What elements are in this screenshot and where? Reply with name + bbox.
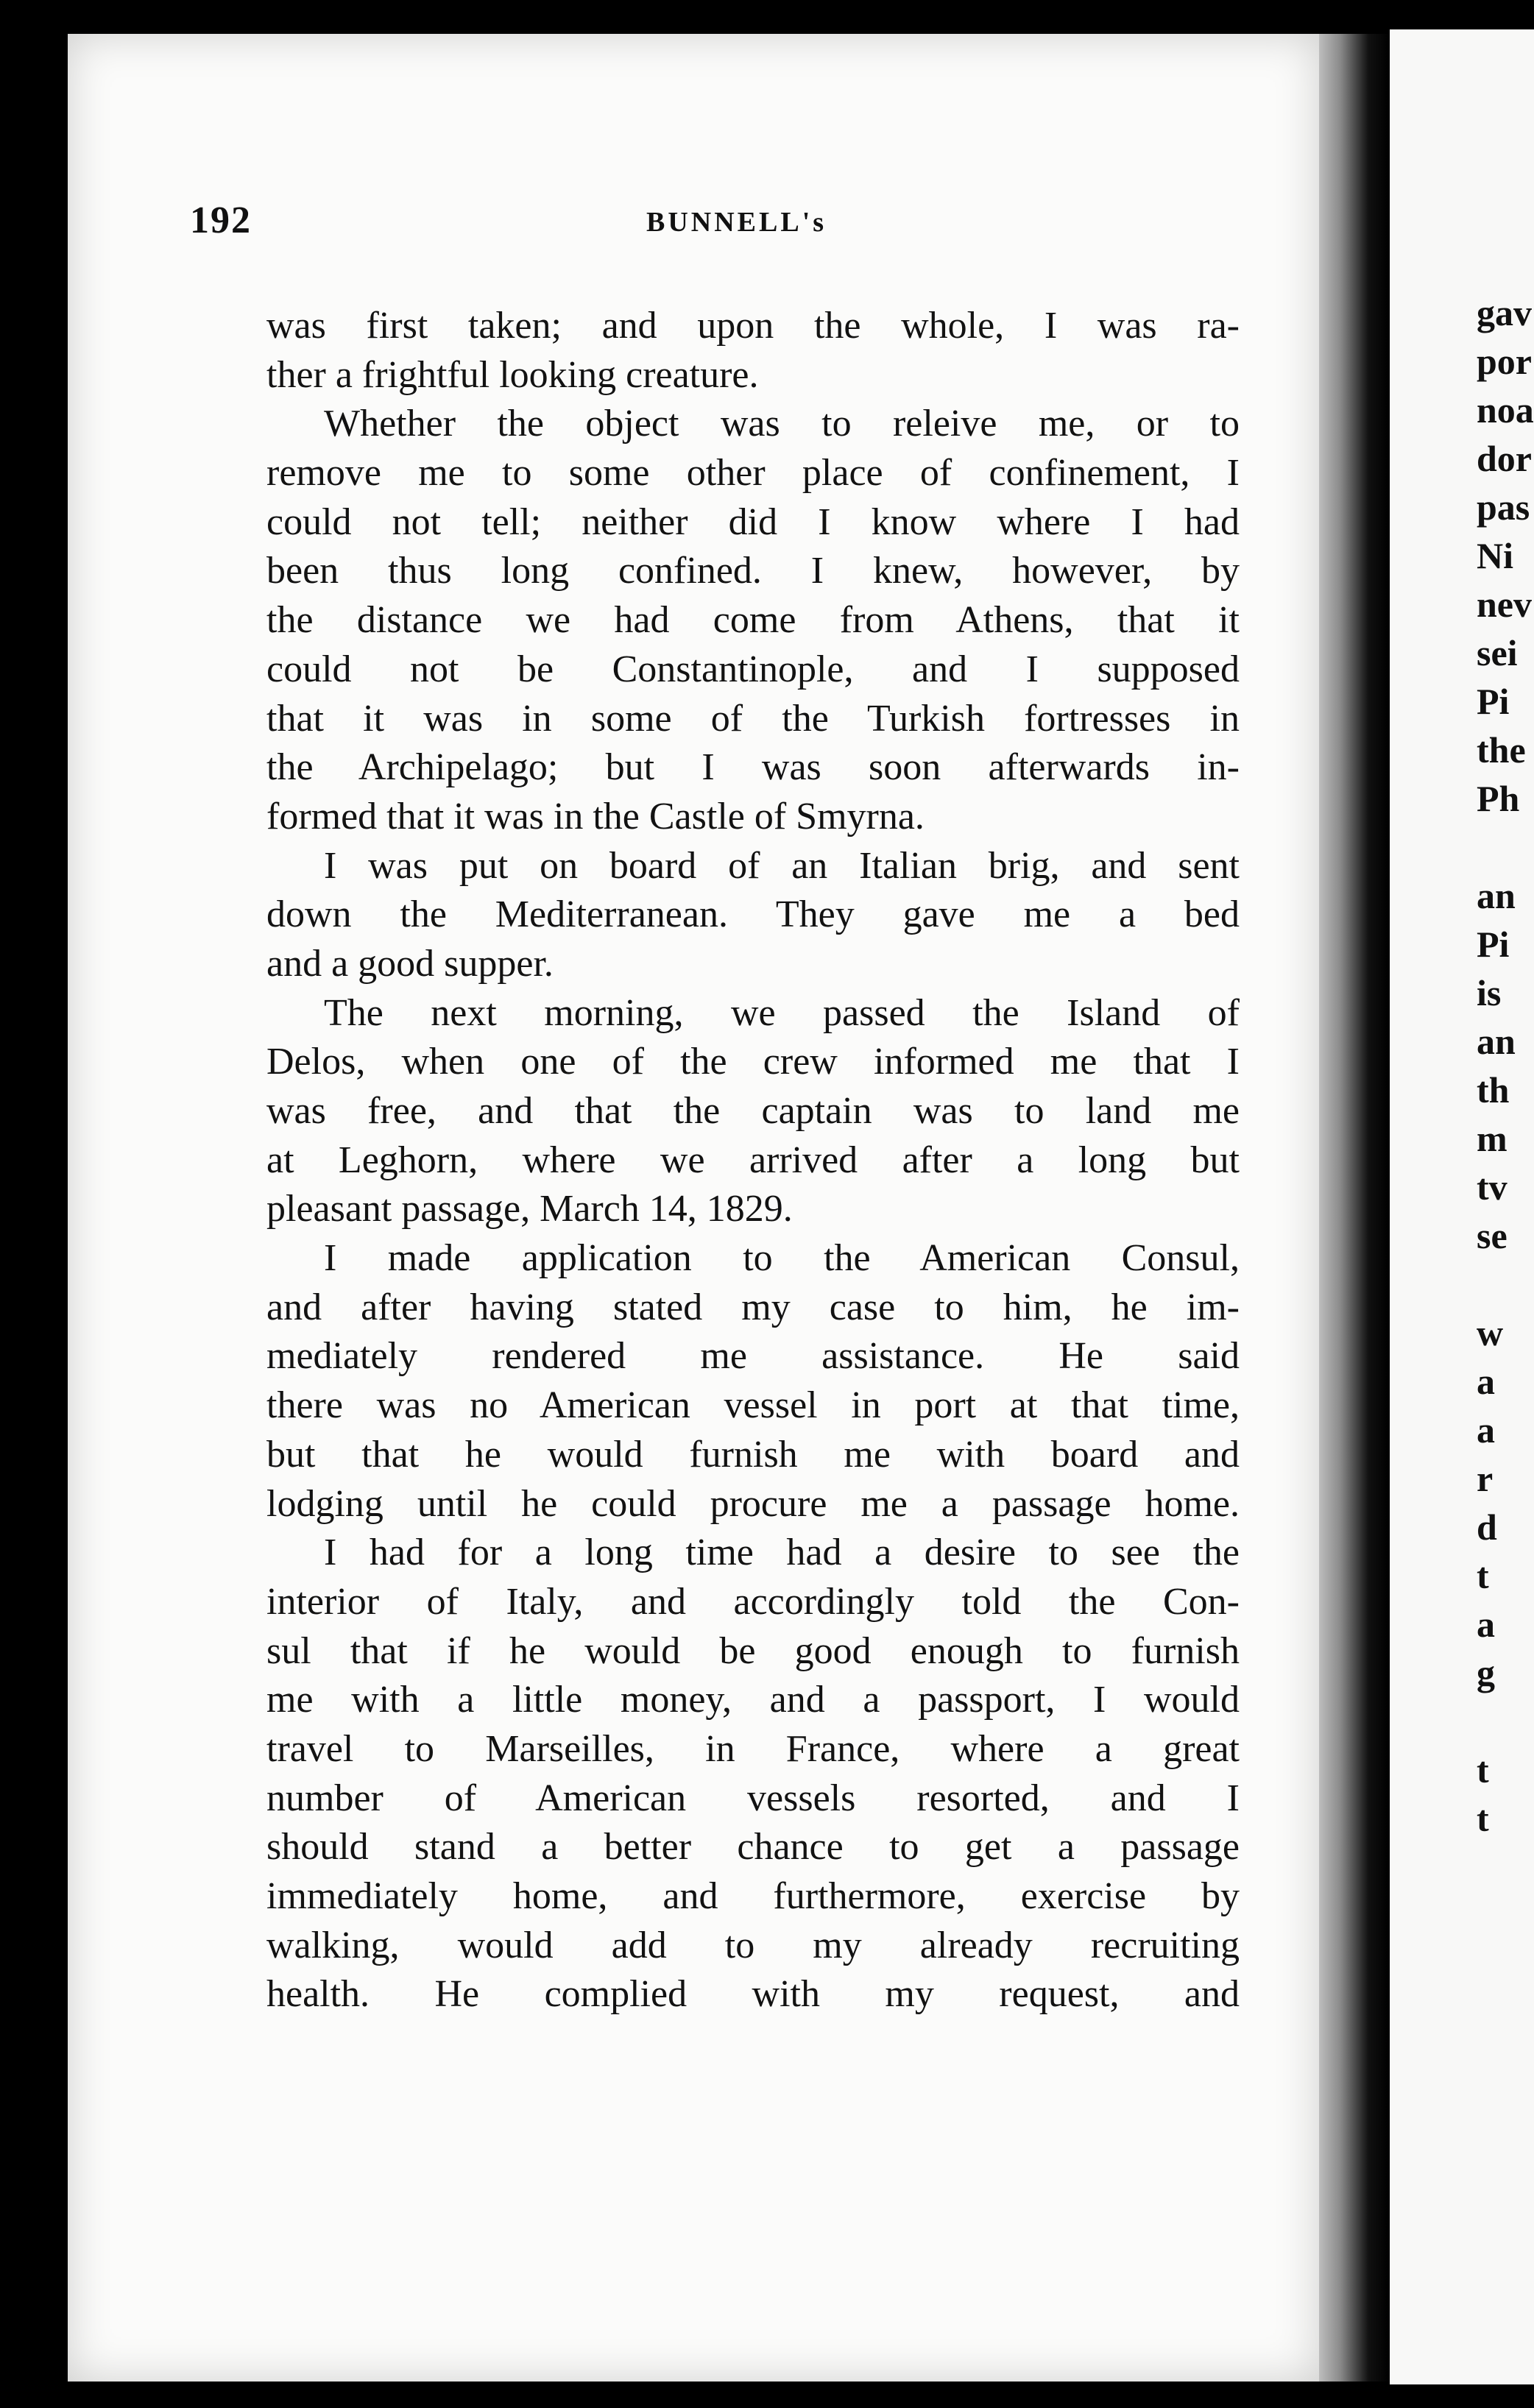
right-page-fragment: por	[1477, 341, 1532, 382]
right-page-fragment: m	[1477, 1118, 1508, 1159]
running-title: BUNNELL's	[646, 207, 827, 238]
right-page-fragment: g	[1477, 1652, 1495, 1693]
right-page-fragment: the	[1477, 729, 1526, 771]
right-page-fragment: gav	[1477, 292, 1532, 333]
right-page-fragment: tv	[1477, 1166, 1508, 1208]
text-line: I made application to the American Consul,	[324, 1237, 1240, 1280]
text-line: Delos, when one of the crew informed me that I	[266, 1041, 1240, 1083]
text-line: travel to Marseilles, in France, where a great	[266, 1727, 1240, 1770]
text-line: I was put on board of an Italian brig, and sent	[324, 844, 1240, 887]
text-line: The next morning, we passed the Island of	[324, 991, 1240, 1034]
text-line: immediately home, and furthermore, exercise by	[266, 1875, 1240, 1917]
text-line: and a good supper.	[266, 942, 554, 985]
text-line: at Leghorn, where we arrived after a long but	[266, 1139, 1240, 1181]
fragment-spacer	[1477, 823, 1534, 871]
text-line: but that he would furnish me with board and	[266, 1433, 1240, 1476]
right-page-fragment: Pi	[1477, 681, 1510, 722]
text-line: the Archipelago; but I was soon afterwards in-	[266, 746, 1240, 789]
right-page-fragment: nev	[1477, 584, 1532, 625]
text-line: me with a little money, and a passport, I would	[266, 1679, 1240, 1721]
text-line: Whether the object was to releive me, or to	[324, 403, 1240, 445]
fragment-spacer	[1477, 1697, 1534, 1746]
right-page-fragment: noa	[1477, 389, 1534, 431]
right-page-fragment: a	[1477, 1361, 1495, 1402]
page-number: 192	[190, 199, 252, 241]
right-page-fragment: is	[1477, 972, 1502, 1013]
text-line: that it was in some of the Turkish fortresses in	[266, 697, 1240, 740]
right-page-fragment: t	[1477, 1555, 1489, 1596]
text-line: I had for a long time had a desire to see the	[324, 1531, 1240, 1574]
right-page-fragment: se	[1477, 1215, 1508, 1256]
text-line: interior of Italy, and accordingly told the Con-	[266, 1580, 1240, 1623]
right-page-fragment: w	[1477, 1312, 1504, 1353]
text-line: the distance we had come from Athens, that it	[266, 599, 1240, 642]
text-line: down the Mediterranean. They gave me a bed	[266, 893, 1240, 936]
text-line: lodging until he could procure me a passage home.	[266, 1482, 1240, 1525]
right-page-fragment: sei	[1477, 632, 1518, 673]
text-line: walking, would add to my already recruiting	[266, 1924, 1240, 1966]
text-line: ther a frightful looking creature.	[266, 353, 759, 396]
text-line: been thus long confined. I knew, however, by	[266, 550, 1240, 592]
right-page-fragment: t	[1477, 1749, 1489, 1791]
right-page-fragment: Pi	[1477, 924, 1510, 965]
text-line: formed that it was in the Castle of Smyrna.	[266, 795, 925, 838]
right-page-fragment: a	[1477, 1409, 1495, 1451]
right-page-fragment: r	[1477, 1458, 1494, 1499]
text-line: number of American vessels resorted, and I	[266, 1777, 1240, 1819]
right-page-fragment: Ni	[1477, 535, 1513, 576]
right-page-text-fragments	[1477, 288, 1534, 1843]
text-line: should stand a better chance to get a passage	[266, 1826, 1240, 1869]
right-page-fragment: pas	[1477, 486, 1530, 528]
text-line: pleasant passage, March 14, 1829.	[266, 1188, 793, 1230]
text-line: could not tell; neither did I know where I had	[266, 500, 1240, 543]
text-line: mediately rendered me assistance. He said	[266, 1335, 1240, 1378]
right-page-fragment: dor	[1477, 438, 1532, 479]
right-page-fragment: an	[1477, 875, 1516, 916]
right-page-fragment: t	[1477, 1798, 1489, 1839]
body-text	[266, 302, 1240, 2019]
text-line: sul that if he would be good enough to furnish	[266, 1629, 1240, 1672]
text-line: remove me to some other place of confinement, I	[266, 452, 1240, 495]
book-gutter	[1319, 34, 1390, 2382]
running-head	[190, 199, 1265, 250]
text-line: there was no American vessel in port at that time,	[266, 1384, 1240, 1427]
text-line: was first taken; and upon the whole, I was ra-	[266, 305, 1240, 347]
fragment-spacer	[1477, 1260, 1534, 1309]
right-page-fragment: Ph	[1477, 778, 1520, 819]
text-line: could not be Constantinople, and I supposed	[266, 648, 1240, 690]
right-page-fragment: an	[1477, 1021, 1516, 1062]
right-page-fragment: a	[1477, 1604, 1495, 1645]
right-page-fragment: d	[1477, 1506, 1497, 1548]
text-line: was free, and that the captain was to land me	[266, 1090, 1240, 1132]
text-line: and after having stated my case to him, he im-	[266, 1286, 1240, 1328]
text-line: health. He complied with my request, and	[266, 1973, 1240, 2016]
right-page-fragment: th	[1477, 1069, 1510, 1111]
